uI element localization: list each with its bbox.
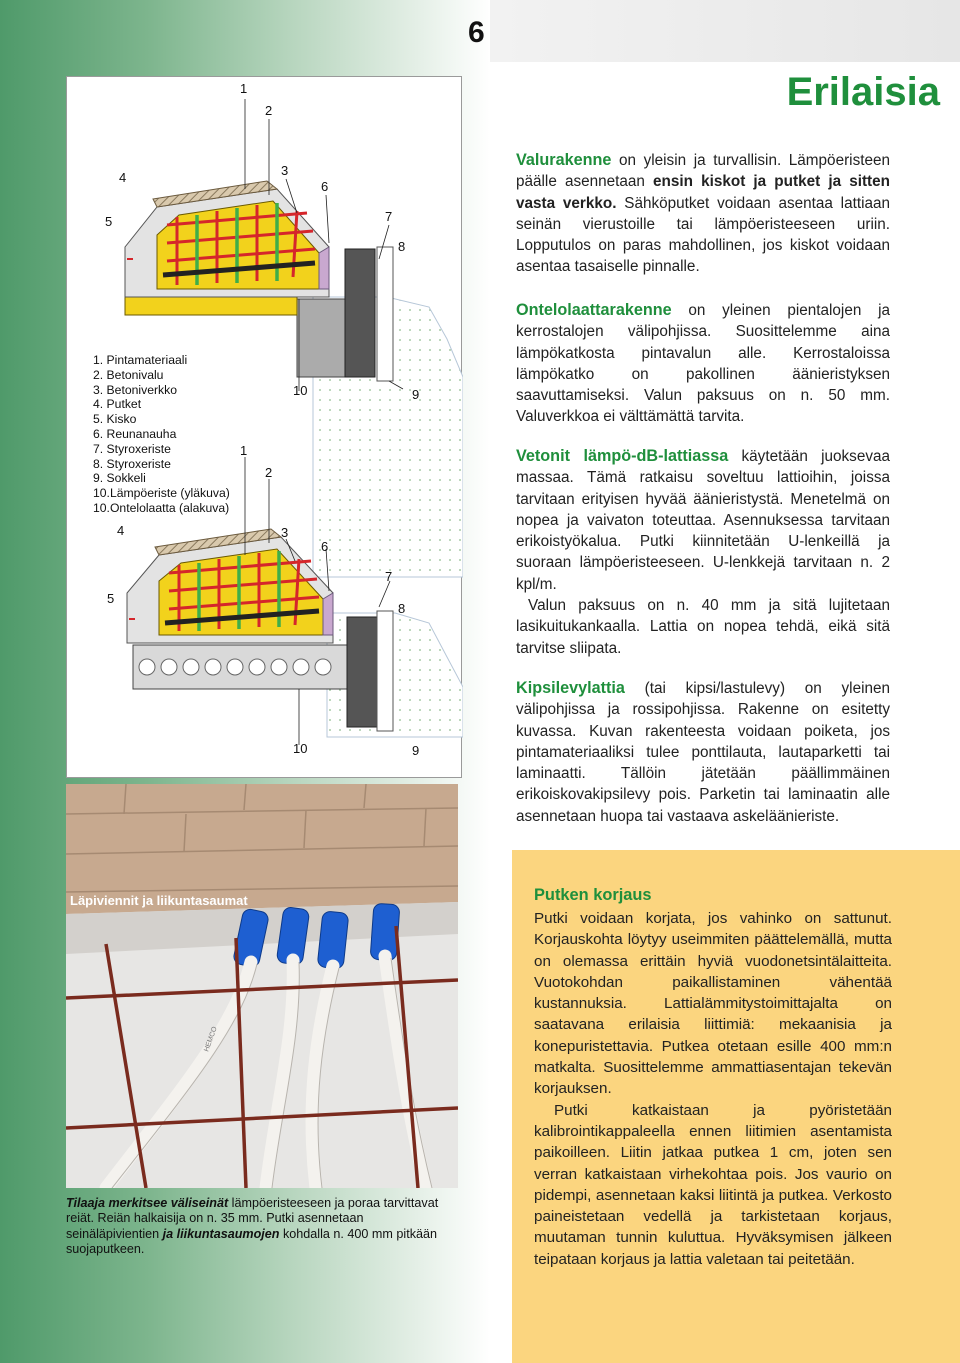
hollow-core-cores bbox=[139, 659, 331, 675]
photo-caption bbox=[66, 1196, 458, 1258]
caption-italic: ja liikuntasaumojen bbox=[162, 1226, 280, 1241]
bottom-label-5: 5 bbox=[107, 591, 115, 606]
bottom-label-10: 10 bbox=[293, 741, 308, 756]
lower-edge-strip bbox=[323, 593, 333, 635]
paragraph-bold: ensin kiskot ja putket ja sitten vasta verkko. bbox=[516, 173, 890, 212]
legend-item: 2. Betonivalu bbox=[93, 367, 164, 382]
upper-insulation-layer bbox=[125, 297, 297, 315]
upper-styrox-8 bbox=[377, 247, 393, 381]
bottom-label-8: 8 bbox=[398, 601, 406, 616]
legend-item: 1. Pintamateriaali bbox=[93, 353, 188, 367]
upper-foundation-block bbox=[297, 299, 345, 377]
bottom-label-4: 4 bbox=[117, 523, 125, 538]
top-label-6: 6 bbox=[321, 179, 329, 194]
top-label-4: 4 bbox=[119, 170, 127, 185]
floor-structure-diagram bbox=[66, 76, 462, 778]
bottom-label-6: 6 bbox=[321, 539, 329, 554]
paragraph-text: (tai kipsi/lastulevy) on yleinen välipohjissa ja rossipohjissa. Rakenne on esitetty kuvassa. Kuvan rakenteesta voidaan poiketa, jos pintamateriaaliksi tulee ponttilauta, lautaparketti tai laminaatti. Tällöin jätetään päällimmäinen erikoiskovakipsilevy pois. Parketin tai laminaatin alle asennetaan huopa tai vastaava askeläänieriste. bbox=[516, 680, 890, 825]
pipe-installation-photo bbox=[66, 784, 458, 1188]
bottom-label-9: 9 bbox=[412, 743, 420, 758]
paragraph-ontelolaatta bbox=[516, 300, 890, 428]
lower-plinth bbox=[347, 617, 377, 727]
top-label-9: 9 bbox=[412, 387, 420, 402]
pipe-print-text: HEMCO bbox=[203, 1025, 219, 1053]
legend-item: 8. Styroxeriste bbox=[93, 456, 171, 471]
highlight-kipsilevylattia: Kipsilevylattia bbox=[516, 679, 625, 697]
paragraph-text: Sähköputket voidaan asentaa lattiaan seinän vierustoille tai lämpöeristeeseen uriin. Lopputulos on paras mahdollinen, jos kiskot voidaan asentaa tasaiselle pinnalle. bbox=[516, 194, 890, 276]
photo-illustration bbox=[66, 784, 458, 1188]
page-title: Erilaisia bbox=[786, 70, 940, 114]
top-label-10: 10 bbox=[293, 383, 308, 398]
paragraph-text: on yleisin ja turvallisin. Lämpöeristeen päälle asennetaan bbox=[516, 152, 890, 191]
photo-label: Läpiviennit ja liikuntasaumat bbox=[70, 893, 248, 908]
legend-item: 7. Styroxeriste bbox=[93, 441, 171, 456]
caption-text: lämpöeristeeseen ja poraa tarvittavat reiät. Reiän halkaisija on n. 35 mm. Putki asennetaan seinäläpivientien bbox=[66, 1196, 439, 1241]
legend-item: 4. Putket bbox=[93, 397, 142, 412]
legend-item: 9. Sokkeli bbox=[93, 471, 146, 486]
lower-styrox-8 bbox=[377, 611, 393, 731]
upper-plinth bbox=[345, 249, 375, 377]
top-label-8: 8 bbox=[398, 239, 406, 254]
bottom-label-2: 2 bbox=[265, 465, 273, 480]
caption-text: kohdalla n. 400 mm pitkään suojaputkeen. bbox=[66, 1226, 438, 1257]
diagram-legend bbox=[93, 353, 231, 516]
top-label-7: 7 bbox=[385, 209, 393, 224]
bottom-label-7: 7 bbox=[385, 569, 393, 584]
caption-italic: Tilaaja merkitsee väliseinät bbox=[66, 1196, 229, 1210]
header-band bbox=[490, 0, 960, 62]
top-label-2: 2 bbox=[265, 103, 273, 118]
paragraph-vetonit bbox=[516, 446, 890, 659]
legend-item: 3. Betoniverkko bbox=[93, 382, 178, 397]
repair-paragraph: Putki voidaan korjata, jos vahinko on sattunut. Korjauskohta löytyy useimmiten päättelemällä, mutta on olemassa erittäin hyviä vuodonetsintälaitteita. Vuotokohdan paikallistaminen vähentää kustannuksia. Lattialämmitystoimittajalta on saatavana erilaisia liittimiä: mekaanisia ja konepuristettavia. Putkea otetaan esille 400 mm:n matkalta. Suosittelemme ammattiasentajan tekevän korjauksen. bbox=[534, 910, 892, 1098]
legend-item: 10.Lämpöeriste (yläkuva) bbox=[93, 486, 230, 501]
repair-paragraph: Putki katkaistaan ja pyöristetään kalibrointikappaleella ennen liitimien asentamista paikoilleen. Liitin jatkaa putkea 1 cm, joten sen verran katkaistaan virhekohtaa pois. Jos vaurio on pidempi, asennetaan kaksi liitintä ja putkea. Verkosto paineistetaan vedellä ja tarkistetaan korjaus, muutaman tunnin kuluttua. Hyväksymisen jälkeen teipataan korjaus ja lattia valetaan tai peitetään. bbox=[534, 1101, 892, 1268]
legend-item: 6. Reunanauha bbox=[93, 426, 177, 441]
highlight-vetonit: Vetonit lämpö-dB-lattiassa bbox=[516, 447, 729, 465]
paragraph-valurakenne bbox=[516, 150, 890, 278]
legend-item: 10.Ontelolaatta (alakuva) bbox=[93, 500, 230, 515]
page-number: 6 bbox=[468, 16, 485, 49]
top-label-5: 5 bbox=[105, 214, 113, 229]
paragraph-text: on yleinen pientalojen ja kerrostalojen välipohjissa. Suosittelemme aina lämpökatkosta pintavalun alle. Kerrostaloissa lämpökatko on pakollinen äänieristyksen saavuttamiseksi. Valun paksuus on n. 50 mm. Valuverkkoa ei välttämättä tarvita. bbox=[516, 302, 890, 426]
bottom-label-3: 3 bbox=[281, 525, 289, 540]
top-label-1: 1 bbox=[240, 81, 248, 96]
repair-title: Putken korjaus bbox=[534, 886, 652, 904]
upper-edge-strip bbox=[319, 247, 329, 289]
highlight-ontelolaattarakenne: Ontelolaattarakenne bbox=[516, 301, 672, 319]
paragraph-text: Valun paksuus on n. 40 mm ja sitä lujitetaan lasikuitukankaalla. Lattia on nopea tehdä, eikä sitä tarvitse sliipata. bbox=[516, 597, 890, 657]
highlight-valurakenne: Valurakenne bbox=[516, 151, 612, 169]
paragraph-text: käytetään juoksevaa massaa. Tämä ratkaisu soveltuu lattioihin, joissa tarvitaan erityisen hyvää äänieristystä. Menetelmä on nopea ja vaivaton toteuttaa. Asennuksessa tarvitaan erikoistyökalua. Putki kiinnitetään U-lenkeillä ja suoraan lämpöeristeeseen. U-lenkkejä tarvitaan n. 2 kpl/m. bbox=[516, 448, 890, 593]
legend-item: 5. Kisko bbox=[93, 412, 137, 427]
repair-text bbox=[534, 908, 892, 1270]
paragraph-kipsilevy bbox=[516, 678, 890, 827]
top-label-3: 3 bbox=[281, 163, 289, 178]
bottom-label-1: 1 bbox=[240, 443, 248, 458]
